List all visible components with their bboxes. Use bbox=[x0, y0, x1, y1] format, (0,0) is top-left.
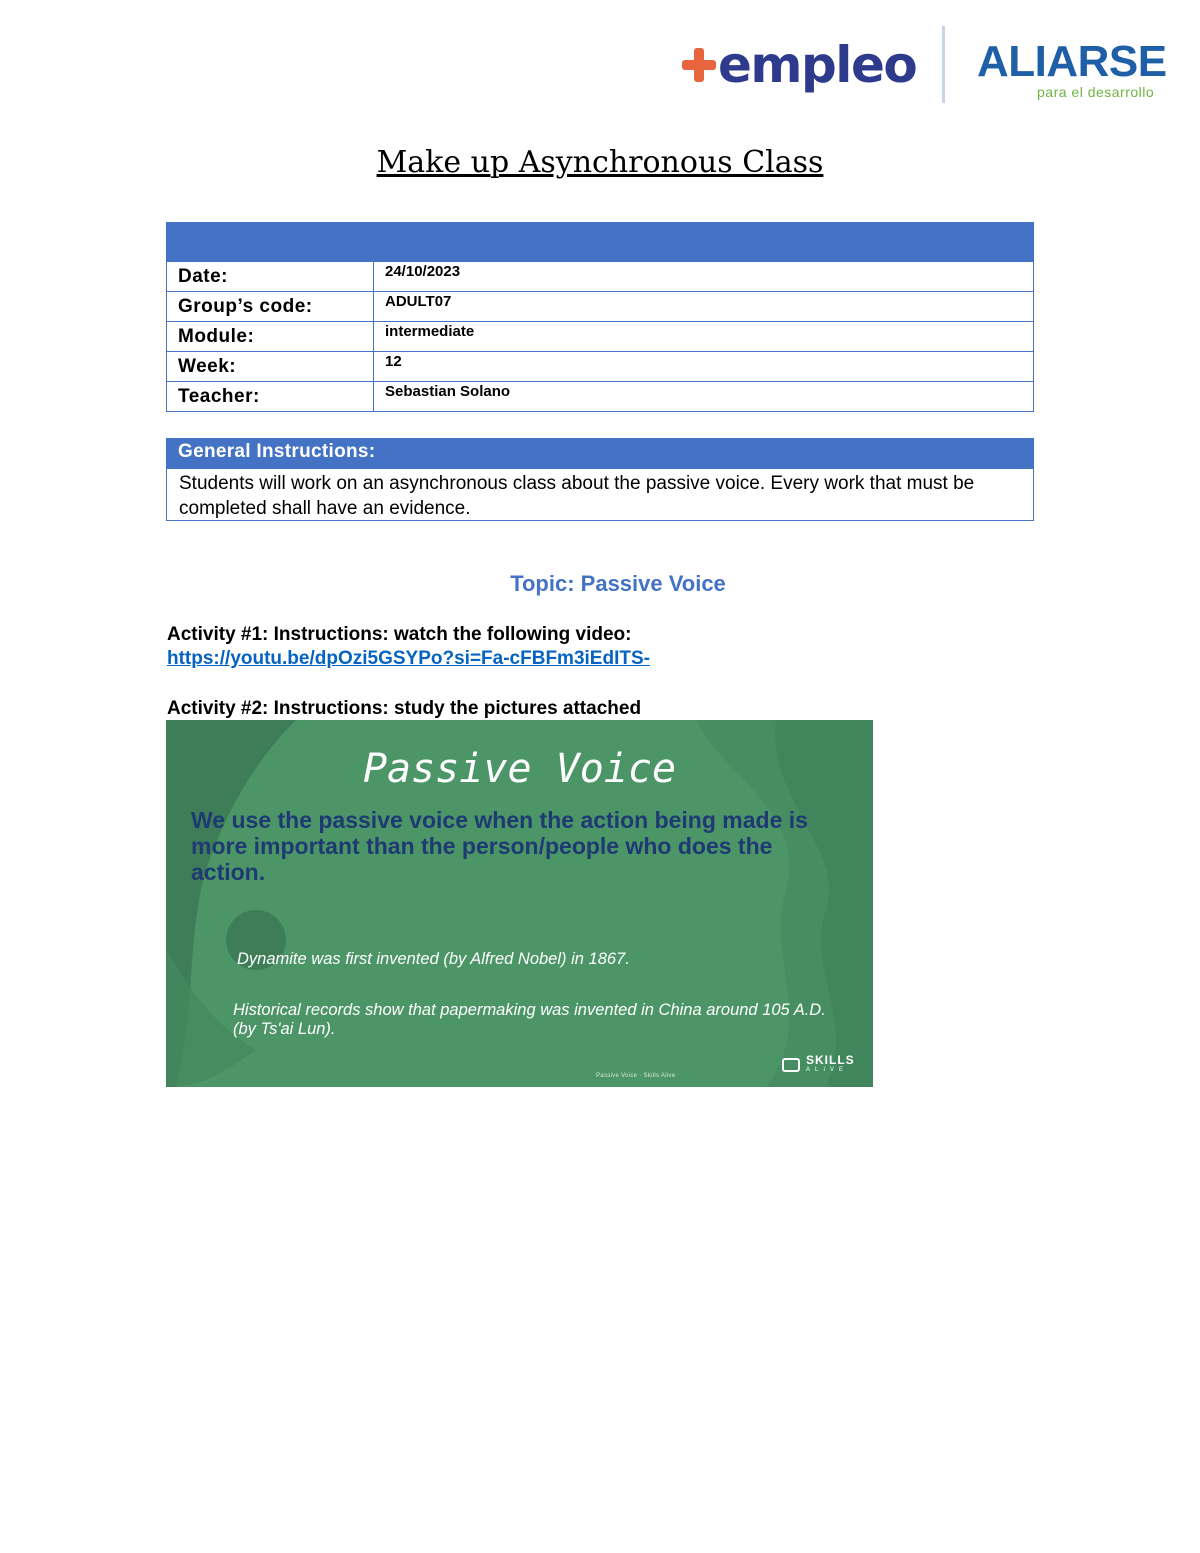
row-value: 12 bbox=[385, 353, 402, 370]
page-title: Make up Asynchronous Class bbox=[376, 145, 824, 180]
table-row-date bbox=[166, 262, 1034, 292]
plus-icon bbox=[682, 48, 716, 82]
skills-alive-logo-line2: ALIVE bbox=[806, 1067, 849, 1073]
general-instructions-box bbox=[166, 438, 1034, 521]
activity-2-instructions: Activity #2: Instructions: study the pictures attached bbox=[167, 698, 642, 719]
passive-voice-slide bbox=[166, 720, 873, 1087]
aliarse-logo-tagline: para el desarrollo bbox=[1037, 84, 1155, 100]
table-row-group-code bbox=[166, 292, 1034, 322]
table-row-teacher bbox=[166, 382, 1034, 412]
speech-bubble-icon bbox=[782, 1058, 800, 1072]
row-value: ADULT07 bbox=[385, 293, 452, 310]
class-info-table bbox=[166, 222, 1034, 412]
slide-title: Passive Voice bbox=[362, 746, 677, 792]
topic-heading: Topic: Passive Voice bbox=[510, 571, 726, 596]
table-header-bar bbox=[166, 222, 1034, 262]
row-value: Sebastian Solano bbox=[385, 383, 511, 400]
row-label: Week: bbox=[167, 352, 374, 381]
row-label: Date: bbox=[167, 262, 374, 291]
row-value: 24/10/2023 bbox=[385, 263, 461, 280]
logo-divider bbox=[942, 26, 945, 103]
slide-footnote: Passive Voice · Skills Alive bbox=[596, 1073, 676, 1079]
empleo-logo-text: empleo bbox=[718, 36, 917, 94]
row-label: Teacher: bbox=[167, 382, 374, 411]
slide-example-2: Historical records show that papermaking was invented in China around 105 A.D. (by Ts'ai Lun). bbox=[233, 1001, 826, 1038]
row-value: intermediate bbox=[385, 323, 475, 340]
general-instructions-body: Students will work on an asynchronous class about the passive voice. Every work that must be completed shall have an evidence. bbox=[166, 469, 1034, 521]
skills-alive-logo bbox=[782, 1055, 855, 1074]
row-label: Module: bbox=[167, 322, 374, 351]
general-instructions-heading: General Instructions: bbox=[166, 438, 1034, 469]
skills-alive-logo-line1: SKILLS bbox=[806, 1053, 855, 1067]
activity-1-instructions: Activity #1: Instructions: watch the following video: bbox=[167, 624, 632, 645]
empleo-logo bbox=[682, 30, 916, 100]
row-label: Group’s code: bbox=[167, 292, 374, 321]
video-link[interactable]: https://youtu.be/dpOzi5GSYPo?si=Fa-cFBFm3iEdITS- bbox=[167, 648, 650, 669]
aliarse-logo: ALIARSE bbox=[977, 37, 1167, 86]
slide-example-1: Dynamite was first invented (by Alfred Nobel) in 1867. bbox=[237, 950, 630, 968]
table-row-week bbox=[166, 352, 1034, 382]
slide-definition: We use the passive voice when the action being made is more important than the person/people who does the action. bbox=[191, 807, 808, 885]
table-row-module bbox=[166, 322, 1034, 352]
